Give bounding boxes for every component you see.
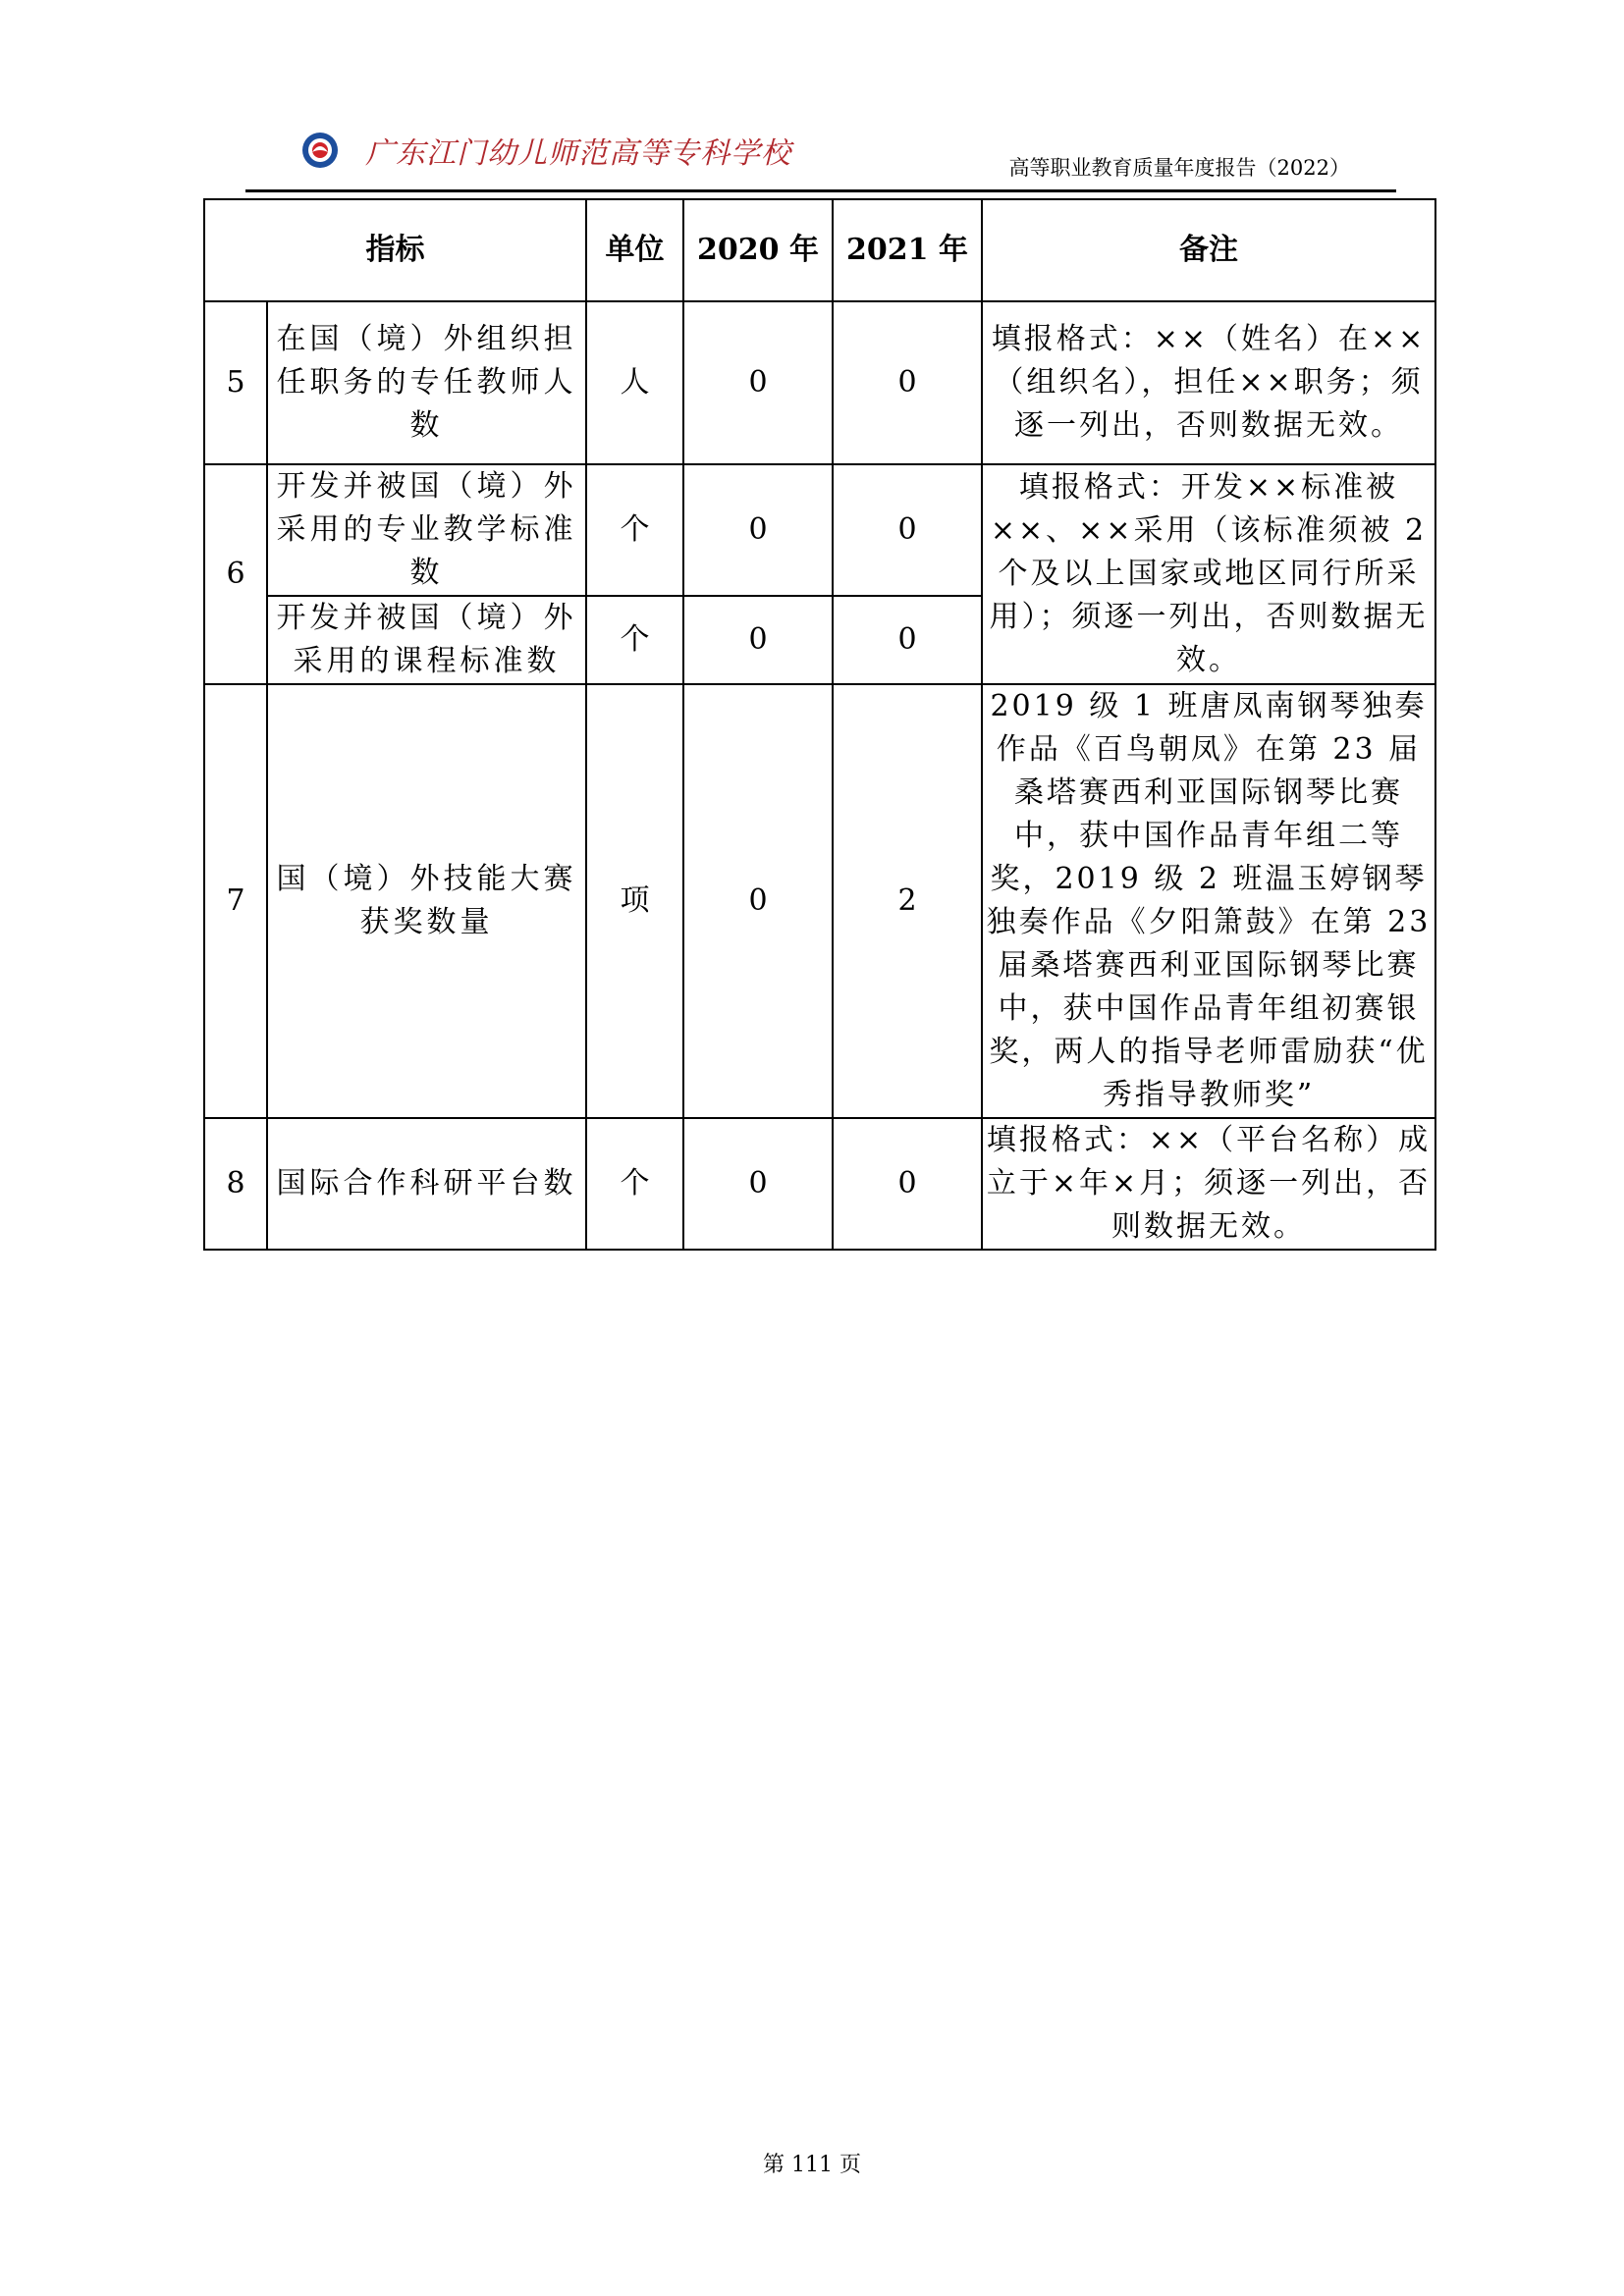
- row-value-2021: 0: [833, 1118, 982, 1250]
- row-remark: 填报格式：开发××标准被××、××采用（该标准须被 2 个及以上国家或地区同行所采用）；须逐一列出，否则数据无效。: [982, 464, 1435, 684]
- table-row: [204, 1118, 1435, 1250]
- row-value-2020: 0: [683, 684, 833, 1118]
- school-emblem-icon: [300, 131, 340, 170]
- row-indicator: 开发并被国（境）外采用的专业教学标准数: [267, 464, 586, 596]
- table-row: [204, 684, 1435, 1118]
- row-indicator: 在国（境）外组织担任职务的专任教师人数: [267, 301, 586, 464]
- table-row: [204, 464, 1435, 596]
- header-2021: 2021 年: [833, 199, 982, 301]
- header-2020: 2020 年: [683, 199, 833, 301]
- row-unit: 个: [586, 1118, 683, 1250]
- row-value-2020: 0: [683, 1118, 833, 1250]
- header-indicator: 指标: [204, 199, 586, 301]
- row-value-2020: 0: [683, 301, 833, 464]
- row-value-2021: 0: [833, 464, 982, 596]
- table-row: [204, 301, 1435, 464]
- row-indicator: 国际合作科研平台数: [267, 1118, 586, 1250]
- school-name: 广东江门幼儿师范高等专科学校: [365, 136, 791, 171]
- row-remark: 填报格式：××（平台名称）成立于×年×月；须逐一列出，否则数据无效。: [982, 1118, 1435, 1250]
- page-header: [245, 123, 1394, 191]
- row-value-2020: 0: [683, 596, 833, 684]
- row-value-2020: 0: [683, 464, 833, 596]
- table-header-row: [204, 199, 1435, 301]
- header-divider: [245, 189, 1396, 192]
- row-unit: 人: [586, 301, 683, 464]
- row-unit: 项: [586, 684, 683, 1118]
- row-number: 5: [204, 301, 267, 464]
- row-number: 8: [204, 1118, 267, 1250]
- row-unit: 个: [586, 596, 683, 684]
- header-remark: 备注: [982, 199, 1435, 301]
- row-number: 6: [204, 464, 267, 684]
- row-value-2021: 0: [833, 301, 982, 464]
- row-value-2021: 0: [833, 596, 982, 684]
- page-number: 第 111 页: [763, 2153, 861, 2177]
- header-unit: 单位: [586, 199, 683, 301]
- row-indicator: 开发并被国（境）外采用的课程标准数: [267, 596, 586, 684]
- row-remark: 填报格式：××（姓名）在××（组织名），担任××职务；须逐一列出，否则数据无效。: [982, 301, 1435, 464]
- indicator-table: [203, 198, 1436, 1251]
- row-value-2021: 2: [833, 684, 982, 1118]
- row-remark: 2019 级 1 班唐凤南钢琴独奏作品《百鸟朝凤》在第 23 届桑塔赛西利亚国际钢琴比赛中，获中国作品青年组二等奖，2019 级 2 班温玉婷钢琴独奏作品《夕阳箫鼓》在第 23 届桑塔赛西利亚国际钢琴比赛中，获中国作品青年组初赛银奖，两人的指导老师雷励获“优秀指导教师奖”: [982, 684, 1435, 1118]
- row-number: 7: [204, 684, 267, 1118]
- row-unit: 个: [586, 464, 683, 596]
- row-indicator: 国（境）外技能大赛获奖数量: [267, 684, 586, 1118]
- report-title: 高等职业教育质量年度报告（2022）: [1008, 156, 1350, 180]
